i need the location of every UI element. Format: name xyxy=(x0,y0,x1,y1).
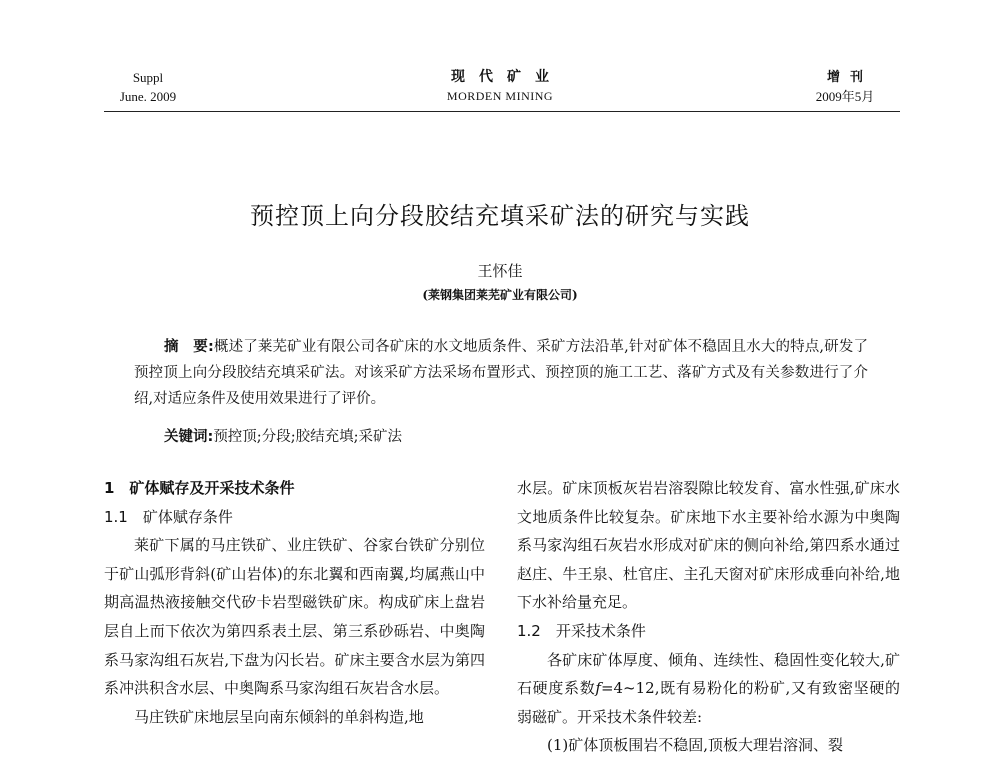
body-column-left xyxy=(104,474,485,731)
section-1-2-heading: 1.2 开采技术条件 xyxy=(517,621,646,640)
body-paragraph xyxy=(517,646,900,732)
article-title: 预控顶上向分段胶结充填采矿法的研究与实践 xyxy=(250,202,750,230)
body-paragraph: 莱矿下属的马庄铁矿、业庄铁矿、谷家台铁矿分别位于矿山弧形背斜(矿山岩体)的东北翼和西南翼,均属燕山中期高温热液接触交代矽卡岩型磁铁矿床。构成矿床上盘岩层自上而下依次为第四系表土层、第三系砂砾岩、中奥陶系马家沟组石灰岩,下盘为闪长岩。矿床主要含水层为第四系冲洪积含水层、中奥陶系马家沟组石灰岩含水层。 xyxy=(104,536,485,698)
abstract-text: 概述了莱芜矿业有限公司各矿床的水文地质条件、采矿方法沿革,针对矿体不稳固且水大的特点,研发了预控顶上向分段胶结充填采矿法。对该采矿方法采场布置形式、预控顶的施工工艺、落矿方式及有关参数进行了介绍,对适应条件及使用效果进行了评价。 xyxy=(134,339,868,407)
body-text: =4~12,既有易粉化的粉矿,又有致密坚硬的弱磁矿。开采技术条件较差: xyxy=(517,679,900,726)
keywords xyxy=(164,424,864,450)
abstract-paragraph xyxy=(134,334,868,412)
keywords-text: 预控顶;分段;胶结充填;采矿法 xyxy=(213,429,402,445)
header-right xyxy=(790,68,900,106)
header-rule xyxy=(104,111,900,112)
section-1-heading: 1 矿体赋存及开采技术条件 xyxy=(104,479,295,497)
abstract xyxy=(134,334,868,412)
journal-title-en: MORDEN MINING xyxy=(446,89,554,103)
header-supplement-cn: 增刊 xyxy=(826,70,873,85)
body-paragraph: 水层。矿床顶板灰岩岩溶裂隙比较发育、富水性强,矿床水文地质条件比较复杂。矿床地下水主要补给水源为中奥陶系马家沟组石灰岩水形成对矿床的侧向补给,第四系水通过赵庄、牛王泉、杜官庄、主孔天窗对矿床形成垂向补给,地下水补给量充足。 xyxy=(517,479,900,612)
article-affiliation: (莱钢集团莱芜矿业有限公司) xyxy=(422,288,578,302)
hardness-symbol: f xyxy=(595,679,601,698)
body-column-right xyxy=(517,474,900,760)
abstract-label: 摘 要: xyxy=(164,339,214,355)
header-left xyxy=(108,68,188,106)
article-author: 王怀佳 xyxy=(477,262,523,280)
body-paragraph: (1)矿体顶板围岩不稳固,顶板大理岩溶洞、裂 xyxy=(547,736,844,755)
keywords-label: 关键词: xyxy=(164,429,214,445)
section-1-1-heading: 1.1 矿体赋存条件 xyxy=(104,507,233,526)
journal-title-cn: 现代矿业 xyxy=(451,69,563,85)
header-date-cn: 2009年5月 xyxy=(815,89,875,104)
header-issue-date: June. 2009 xyxy=(119,89,177,104)
body-text: 各矿床矿体厚度、倾角、连续性、稳固性变化较大,矿石硬度系数 xyxy=(517,650,900,698)
header-suppl: Suppl xyxy=(132,70,164,85)
header-journal xyxy=(400,68,600,106)
body-paragraph: 马庄铁矿床地层呈向南东倾斜的单斜构造,地 xyxy=(134,707,424,726)
